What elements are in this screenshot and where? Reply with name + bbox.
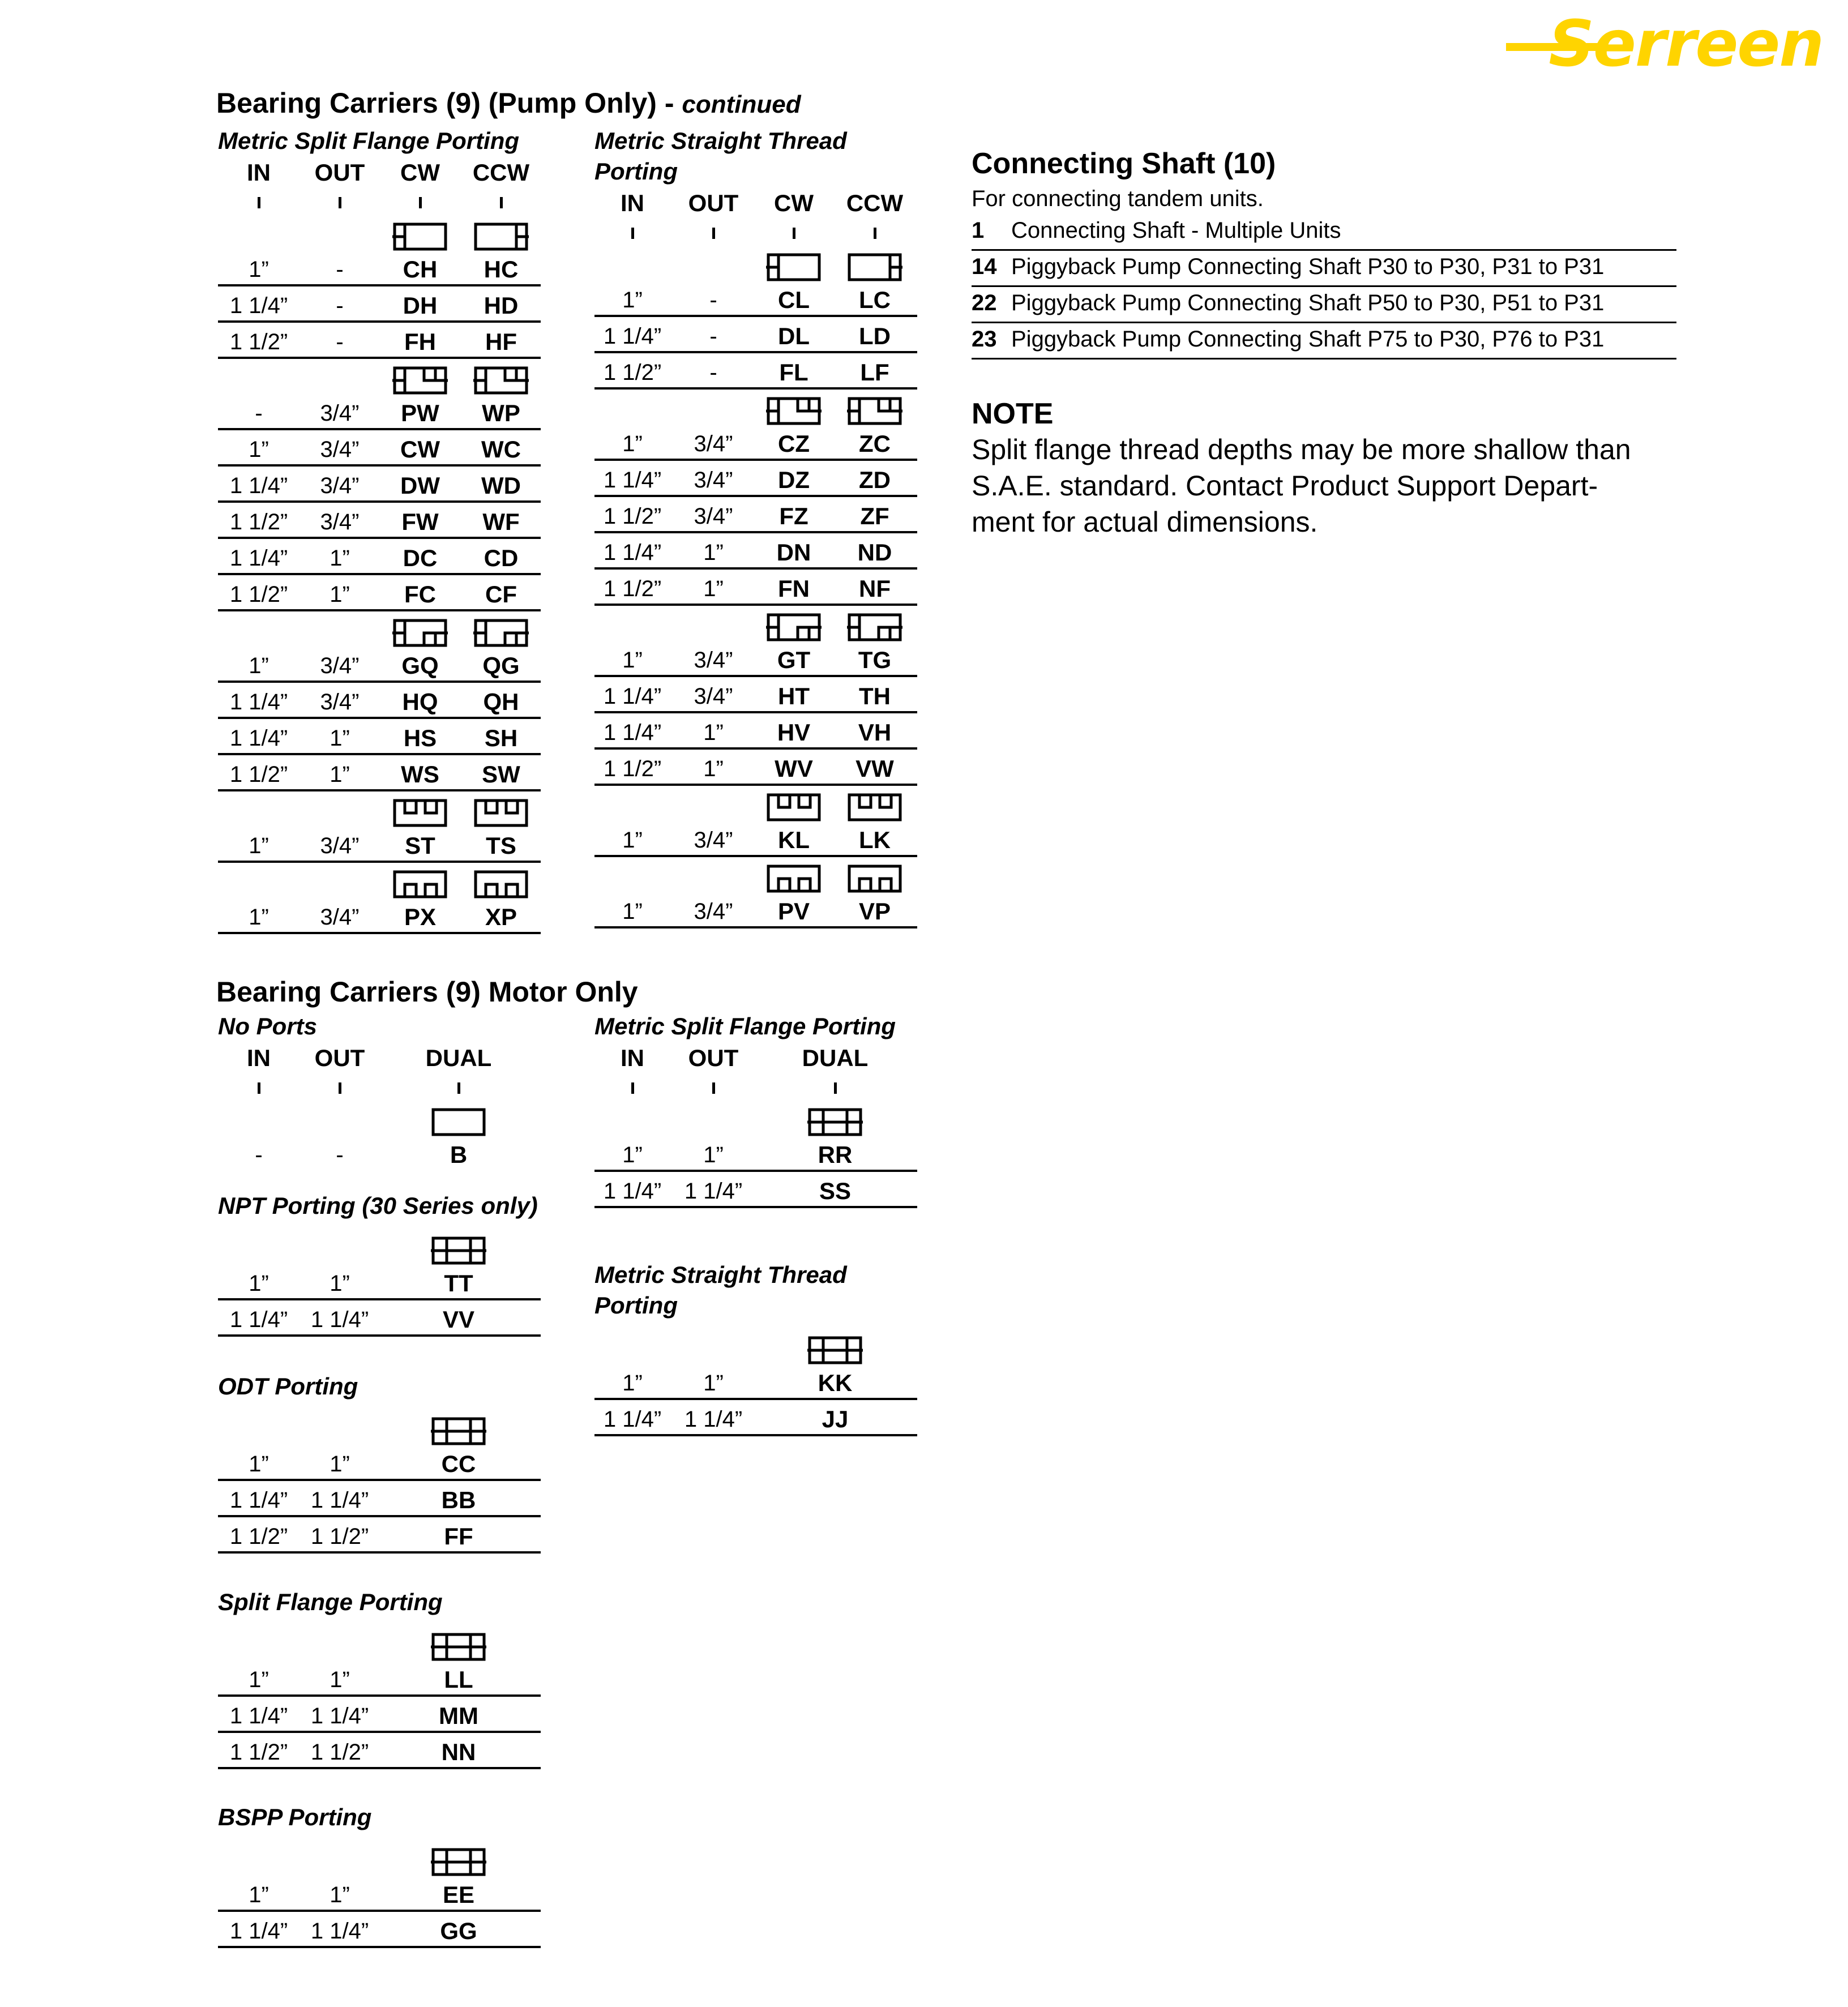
item-description: Connecting Shaft - Multiple Units [1011, 218, 1341, 243]
column-tick [258, 197, 260, 208]
out-size: 1 1/4” [310, 1488, 369, 1513]
in-size: 1 1/4” [229, 293, 288, 318]
port-code: WD [481, 472, 521, 499]
port-code: VP [858, 898, 891, 925]
table-row [218, 789, 541, 863]
column-tick [834, 1082, 837, 1094]
port-code: KL [778, 827, 810, 853]
column-header: OUT [688, 1045, 739, 1071]
port-code: SW [482, 761, 520, 788]
port-code: HT [778, 683, 810, 709]
table-row [218, 428, 541, 467]
out-size: 1 1/4” [310, 1307, 369, 1332]
column-tick [712, 1082, 715, 1094]
out-size: 1” [703, 576, 724, 601]
port-code: GG [440, 1918, 477, 1944]
port-code: LF [860, 359, 889, 386]
table-row [218, 1731, 541, 1769]
in-size: 1” [622, 648, 643, 673]
port-code: TH [859, 683, 891, 709]
connecting-shaft-item [972, 250, 1676, 287]
in-size: 1 1/2” [229, 762, 288, 787]
out-size: - [709, 288, 717, 313]
out-size: - [709, 360, 717, 385]
table-title: Split Flange Porting [218, 1589, 443, 1615]
table-row [218, 861, 541, 934]
port-code: LD [859, 323, 891, 349]
out-size: 1 1/4” [310, 1704, 369, 1728]
table-row [218, 1479, 541, 1517]
port-code: EE [442, 1881, 475, 1908]
logo-text: Serreen [1548, 7, 1823, 81]
table-row [218, 1098, 541, 1170]
port-code: NN [441, 1739, 476, 1765]
in-size: 1 1/2” [229, 1524, 288, 1549]
port-code: LK [859, 827, 891, 853]
out-size: 3/4” [320, 690, 360, 714]
in-size: 1 1/2” [603, 756, 662, 781]
table-title: Metric Straight Thread Porting [594, 127, 847, 185]
port-code: CC [441, 1450, 476, 1477]
item-description: Piggyback Pump Connecting Shaft P30 to P30, P31 to P31 [1011, 254, 1605, 279]
port-code: BB [441, 1487, 476, 1513]
port-code: WV [775, 755, 813, 782]
column-tick [631, 228, 634, 239]
column-tick [631, 1082, 634, 1094]
column-header: IN [247, 1045, 271, 1071]
item-number: 22 [972, 290, 997, 315]
bottom-ports-icon [766, 864, 822, 893]
table-row [594, 784, 917, 857]
in-size: 1 1/4” [603, 468, 662, 493]
out-size: 3/4” [694, 828, 733, 853]
port-code: HD [484, 292, 519, 319]
port-code: FW [401, 508, 439, 535]
port-code: CF [485, 581, 517, 607]
port-code: CH [403, 256, 438, 283]
column-header: OUT [688, 190, 739, 216]
out-size: 3/4” [320, 510, 360, 534]
table-row [218, 464, 541, 503]
port-code: NF [859, 575, 891, 602]
connecting-shaft-list [972, 214, 1685, 367]
table-row [218, 537, 541, 575]
item-number: 23 [972, 327, 997, 352]
out-size: 1” [703, 1371, 724, 1396]
out-size: 1 1/4” [684, 1407, 743, 1432]
table-title: ODT Porting [218, 1373, 358, 1400]
port-code: VH [858, 719, 892, 746]
in-size: 1” [249, 1452, 269, 1477]
note-line: S.A.E. standard. Contact Product Support Depart- [972, 470, 1598, 502]
table-row [218, 1515, 541, 1554]
port-code: CL [778, 286, 810, 313]
port-code: DZ [778, 467, 810, 493]
table-row [218, 573, 541, 611]
note-body [972, 431, 1685, 540]
port-code: DN [776, 539, 811, 566]
table-row [218, 1838, 541, 1912]
bottom-ports-icon [473, 870, 529, 899]
column-header: CW [774, 190, 814, 216]
out-size: - [336, 293, 344, 318]
flange-port-top-icon [766, 396, 822, 426]
out-size: 3/4” [694, 648, 733, 673]
column-header: OUT [314, 159, 365, 186]
out-size: 3/4” [320, 833, 360, 858]
connecting-shaft-item [972, 286, 1676, 323]
in-size: 1” [249, 1667, 269, 1692]
table-row [594, 1326, 917, 1400]
column-tick [874, 228, 876, 239]
no-port-icon [431, 1107, 486, 1137]
in-size: 1 1/4” [229, 1704, 288, 1728]
table-row [218, 1623, 541, 1697]
in-size: 1 1/4” [603, 324, 662, 349]
in-size: 1 1/2” [229, 510, 288, 534]
table-row [218, 1298, 541, 1337]
in-size: 1 1/4” [229, 546, 288, 571]
port-code: PV [777, 898, 810, 925]
port-code: DL [778, 323, 810, 349]
in-size: 1” [622, 1371, 643, 1396]
in-size: 1 1/2” [603, 576, 662, 601]
port-code: LL [444, 1666, 473, 1693]
in-size: - [255, 401, 263, 426]
column-tick [419, 197, 422, 208]
port-code: HV [777, 719, 811, 746]
port-code: ND [857, 539, 892, 566]
port-code: DH [403, 292, 438, 319]
dual-port-icon [431, 1847, 486, 1877]
port-code: DC [403, 545, 438, 571]
table-row [218, 609, 541, 683]
pump-section-title [216, 86, 801, 122]
table-row [594, 675, 917, 713]
port-code: GQ [401, 652, 439, 679]
port-code: FN [778, 575, 810, 602]
out-size: 1” [330, 1882, 350, 1907]
table-row [594, 459, 917, 497]
out-size: - [709, 324, 717, 349]
table-row [594, 531, 917, 570]
table-row [594, 351, 917, 390]
column-header: CCW [472, 159, 530, 186]
port-code: WS [401, 761, 439, 788]
port-code: ZF [860, 503, 889, 529]
out-size: - [336, 329, 344, 354]
connecting-shaft-title: Connecting Shaft (10) [972, 147, 1276, 180]
port-code: LC [859, 286, 891, 313]
in-size: 1 1/2” [229, 1740, 288, 1765]
table-title: NPT Porting (30 Series only) [218, 1192, 538, 1219]
table-row [218, 1407, 541, 1481]
port-code: FH [404, 328, 436, 355]
in-size: 1 1/4” [603, 1179, 662, 1204]
split-port-right-icon [473, 222, 529, 251]
port-code: WF [482, 508, 520, 535]
in-size: 1” [622, 899, 643, 924]
port-code: FC [404, 581, 436, 607]
out-size: 3/4” [320, 653, 360, 678]
port-code: QG [482, 652, 520, 679]
top-ports-icon [473, 798, 529, 828]
in-size: 1” [249, 437, 269, 462]
port-code: TG [858, 647, 892, 673]
port-code: CD [484, 545, 519, 571]
flange-port-bottom-icon [473, 618, 529, 648]
table-title: BSPP Porting [218, 1804, 372, 1830]
column-header: IN [621, 1045, 644, 1071]
table-title: Metric Straight Thread Porting [594, 1261, 847, 1319]
out-size: 1” [330, 582, 350, 607]
out-size: 1” [703, 540, 724, 565]
connecting-shaft-item [972, 323, 1676, 360]
port-code: SS [819, 1178, 852, 1204]
in-size: 1” [249, 257, 269, 282]
in-size: 1” [249, 905, 269, 930]
port-code: VW [855, 755, 894, 782]
in-size: 1” [622, 828, 643, 853]
port-code: XP [485, 904, 517, 930]
table-title: No Ports [218, 1013, 318, 1039]
table-row [218, 753, 541, 791]
out-size: 3/4” [320, 473, 360, 498]
out-size: 3/4” [694, 468, 733, 493]
port-code: HC [484, 256, 519, 283]
out-size: - [336, 257, 344, 282]
port-code: MM [439, 1702, 478, 1729]
in-size: 1 1/4” [603, 540, 662, 565]
in-size: 1” [249, 1271, 269, 1296]
out-size: 1” [330, 726, 350, 751]
table-row [218, 1910, 541, 1948]
table-row [594, 1398, 917, 1436]
out-size: 1 1/2” [310, 1524, 369, 1549]
port-code: HF [485, 328, 517, 355]
flange-port-top-icon [473, 366, 529, 395]
column-tick [339, 197, 341, 208]
port-code: ST [405, 832, 435, 859]
column-tick [339, 1082, 341, 1094]
in-size: 1 1/2” [603, 504, 662, 529]
port-code: PW [401, 400, 439, 426]
note-title: NOTE [972, 397, 1054, 430]
bottom-ports-icon [847, 864, 902, 893]
table-row [218, 284, 541, 323]
table-row [218, 681, 541, 719]
pump-section-title-text: Bearing Carriers (9) (Pump Only) - [216, 87, 682, 119]
out-size: 1” [703, 1142, 724, 1167]
table-title: Metric Split Flange Porting [594, 1013, 896, 1039]
table-row [594, 747, 917, 786]
connecting-shaft-section [972, 146, 1685, 367]
port-code: DW [400, 472, 440, 499]
port-code: JJ [822, 1406, 849, 1432]
table-row [218, 1227, 541, 1300]
in-size: - [255, 1142, 263, 1167]
in-size: 1” [249, 1882, 269, 1907]
port-code: FL [779, 359, 808, 386]
column-tick [712, 228, 715, 239]
out-size: - [336, 1142, 344, 1167]
port-code: GT [777, 647, 811, 673]
in-size: 1” [622, 288, 643, 313]
out-size: 1 1/4” [684, 1179, 743, 1204]
port-code: SH [484, 725, 518, 751]
port-code: HQ [402, 688, 438, 715]
flange-port-top-icon [392, 366, 448, 395]
column-header: IN [247, 159, 271, 186]
port-code: FZ [779, 503, 808, 529]
in-size: 1 1/2” [229, 582, 288, 607]
in-size: 1 1/4” [603, 1407, 662, 1432]
in-size: 1” [622, 431, 643, 456]
note-line: Split flange thread depths may be more shallow than [972, 434, 1631, 465]
out-size: 3/4” [320, 437, 360, 462]
table-row [594, 1170, 917, 1208]
in-size: 1 1/4” [229, 1488, 288, 1513]
table-title: Metric Split Flange Porting [218, 127, 520, 154]
item-description: Piggyback Pump Connecting Shaft P75 to P30, P76 to P31 [1011, 327, 1605, 352]
table-row [594, 711, 917, 750]
note-line: ment for actual dimensions. [972, 506, 1318, 538]
table-row [218, 213, 541, 286]
dual-port-icon [807, 1336, 863, 1365]
port-code: KK [818, 1370, 853, 1396]
column-tick [500, 197, 503, 208]
connecting-shaft-subtitle: For connecting tandem units. [972, 186, 1264, 211]
table-row [218, 357, 541, 430]
bottom-ports-icon [392, 870, 448, 899]
out-size: 3/4” [694, 431, 733, 456]
column-header: OUT [314, 1045, 365, 1071]
dual-port-icon [807, 1107, 863, 1137]
in-size: 1 1/4” [229, 1307, 288, 1332]
port-code: RR [818, 1141, 853, 1168]
table-row [594, 567, 917, 606]
dual-port-icon [431, 1236, 486, 1265]
table-row [218, 717, 541, 755]
top-ports-icon [392, 798, 448, 828]
motor-section-title: Bearing Carriers (9) Motor Only [216, 976, 638, 1008]
out-size: 1” [330, 546, 350, 571]
out-size: 1 1/2” [310, 1740, 369, 1765]
table-row [594, 604, 917, 677]
out-size: 3/4” [694, 899, 733, 924]
out-size: 3/4” [694, 684, 733, 709]
out-size: 1” [330, 762, 350, 787]
flange-port-bottom-icon [392, 618, 448, 648]
split-port-left-icon [392, 222, 448, 251]
flange-port-bottom-icon [847, 613, 902, 642]
split-port-left-icon [766, 253, 822, 282]
note-section [972, 396, 1685, 540]
in-size: 1 1/4” [603, 720, 662, 745]
in-size: 1 1/2” [229, 329, 288, 354]
table-row [594, 243, 917, 317]
item-number: 1 [972, 218, 985, 243]
table-row [594, 387, 917, 461]
top-ports-icon [766, 793, 822, 822]
out-size: 3/4” [694, 504, 733, 529]
port-code: QH [483, 688, 519, 715]
port-code: PX [404, 904, 437, 930]
out-size: 1” [703, 720, 724, 745]
out-size: 1” [703, 756, 724, 781]
out-size: 1 1/4” [310, 1919, 369, 1944]
port-code: WC [481, 436, 521, 463]
continued-label: continued [682, 91, 801, 118]
out-size: 1” [330, 1271, 350, 1296]
in-size: 1 1/4” [229, 690, 288, 714]
out-size: 1” [330, 1667, 350, 1692]
out-size: 3/4” [320, 401, 360, 426]
table-row [594, 1098, 917, 1172]
port-code: ZD [859, 467, 891, 493]
port-code: TT [444, 1270, 473, 1296]
port-code: HS [403, 725, 437, 751]
dual-port-icon [431, 1632, 486, 1662]
in-size: 1 1/4” [229, 726, 288, 751]
flange-port-bottom-icon [766, 613, 822, 642]
table-row [218, 320, 541, 359]
connecting-shaft-item [972, 214, 1676, 251]
in-size: 1 1/2” [603, 360, 662, 385]
column-header: DUAL [425, 1045, 492, 1071]
port-code: CZ [778, 430, 810, 457]
in-size: 1” [249, 833, 269, 858]
table-row [594, 495, 917, 533]
column-tick [793, 228, 795, 239]
brand-logo [1506, 7, 1823, 81]
table-row [594, 315, 917, 353]
item-description: Piggyback Pump Connecting Shaft P50 to P30, P51 to P31 [1011, 290, 1605, 315]
in-size: 1 1/4” [229, 473, 288, 498]
column-header: IN [621, 190, 644, 216]
port-code: TS [486, 832, 516, 859]
port-code: FF [444, 1523, 473, 1550]
column-tick [258, 1082, 260, 1094]
port-code: B [450, 1141, 468, 1168]
port-code: ZC [859, 430, 891, 457]
item-number: 14 [972, 254, 997, 279]
out-size: 1” [330, 1452, 350, 1477]
port-code: WP [482, 400, 520, 426]
in-size: 1 1/4” [603, 684, 662, 709]
column-tick [457, 1082, 460, 1094]
table-row [594, 855, 917, 928]
table-row [218, 500, 541, 539]
column-header: CW [400, 159, 440, 186]
top-ports-icon [847, 793, 902, 822]
flange-port-top-icon [847, 396, 902, 426]
in-size: 1” [622, 1142, 643, 1167]
dual-port-icon [431, 1417, 486, 1446]
port-code: VV [442, 1306, 475, 1333]
column-header: CCW [846, 190, 904, 216]
split-port-right-icon [847, 253, 902, 282]
table-row [218, 1694, 541, 1733]
in-size: 1” [249, 653, 269, 678]
column-header: DUAL [802, 1045, 869, 1071]
out-size: 3/4” [320, 905, 360, 930]
port-code: CW [400, 436, 440, 463]
in-size: 1 1/4” [229, 1919, 288, 1944]
